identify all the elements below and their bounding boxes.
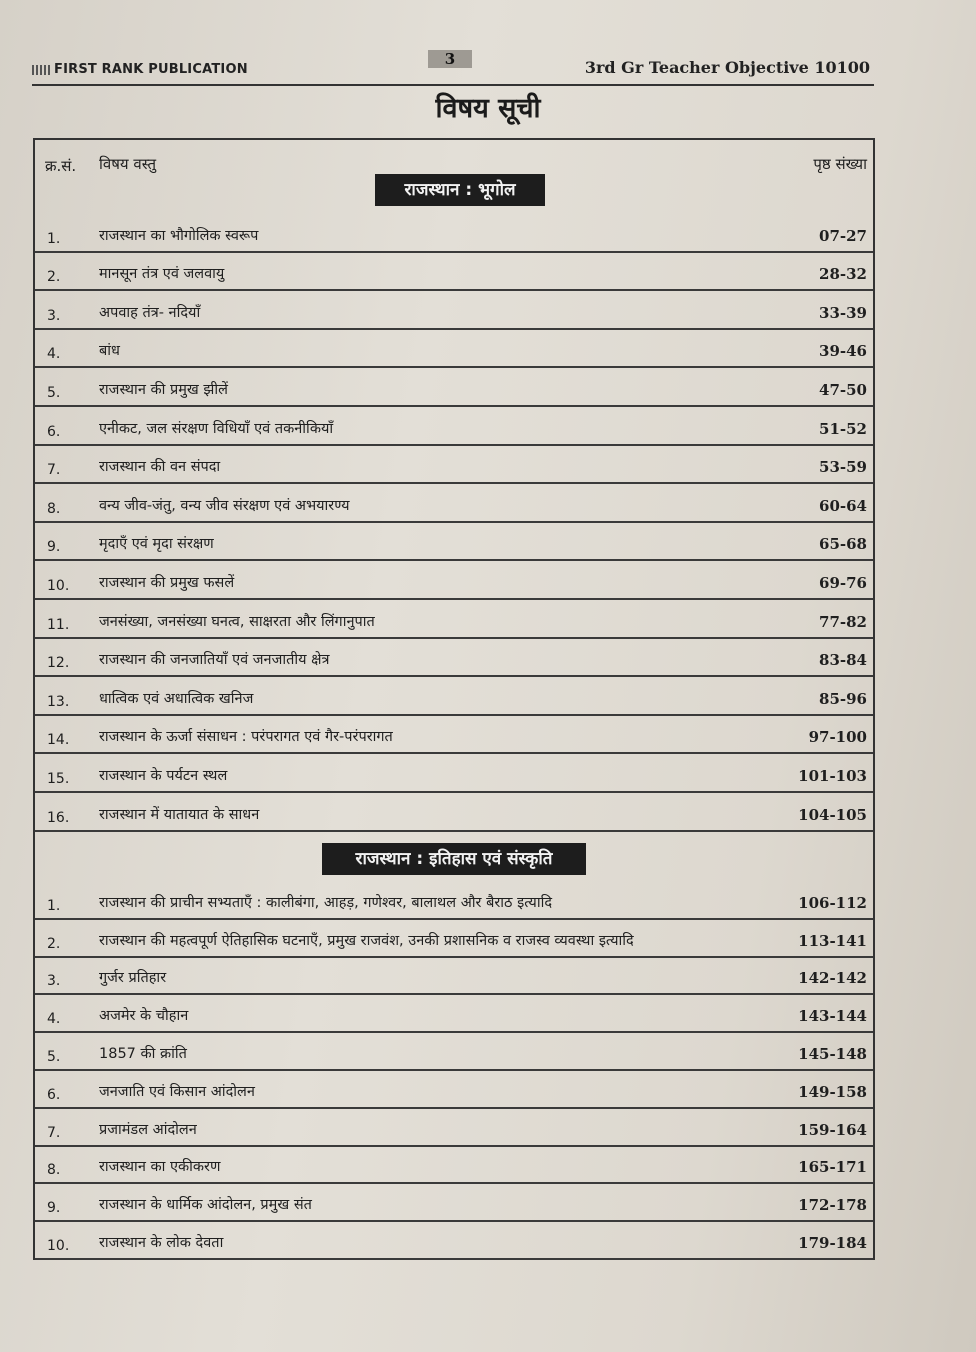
row-pages: 97-100 [808,728,867,747]
column-header [35,140,873,178]
table-row [35,882,873,920]
row-topic: गुर्जर प्रतिहार [99,970,167,987]
row-topic: मानसून तंत्र एवं जलवायु [99,266,225,283]
row-serial: 1. [47,897,61,914]
page-title: विषय सूची [435,93,541,124]
table-row [35,561,873,600]
row-pages: 159-164 [798,1120,867,1139]
row-pages: 39-46 [819,342,867,361]
row-pages: 47-50 [819,380,867,399]
row-pages: 77-82 [819,612,867,631]
row-pages: 113-141 [798,931,867,950]
row-serial: 5. [47,1048,61,1065]
header-rule [32,84,874,86]
row-topic: मृदाएँ एवं मृदा संरक्षण [99,536,214,553]
table-row [35,1109,873,1147]
row-topic: राजस्थान के ऊर्जा संसाधन : परंपरागत एवं गैर-परंपरागत [99,729,393,746]
row-pages: 172-178 [798,1196,867,1215]
table-row [35,793,873,832]
row-topic: बांध [99,343,120,360]
row-topic: राजस्थान के लोक देवता [99,1234,224,1251]
row-topic: राजस्थान की प्राचीन सभ्यताएँ : कालीबंगा, आहड़, गणेश्वर, बालाथल और बैराठ इत्यादि [99,894,553,911]
row-serial: 10. [47,1237,70,1254]
table-of-contents [33,138,875,1260]
row-serial: 16. [47,809,70,826]
table-row [35,291,873,330]
row-serial: 8. [47,500,61,517]
publisher-logo-icon [32,65,50,75]
row-serial: 1. [47,230,61,247]
row-serial: 14. [47,732,70,749]
row-pages: 28-32 [819,265,867,284]
row-pages: 149-158 [798,1082,867,1101]
row-serial: 2. [47,935,61,952]
row-serial: 6. [47,1086,61,1103]
row-pages: 106-112 [798,893,867,912]
row-pages: 53-59 [819,458,867,477]
row-topic: राजस्थान के पर्यटन स्थल [99,767,228,784]
row-serial: 12. [47,655,70,672]
row-topic: जनजाति एवं किसान आंदोलन [99,1083,255,1100]
table-row [35,639,873,678]
table-row [35,1147,873,1185]
page-number: 3 [428,50,472,68]
pages-column-header: पृष्ठ संख्या [813,155,867,173]
row-serial: 2. [47,269,61,286]
table-row [35,330,873,369]
table-row [35,446,873,485]
row-serial: 5. [47,384,61,401]
table-row [35,920,873,958]
table-row [35,253,873,292]
row-pages: 142-142 [798,969,867,988]
row-topic: जनसंख्या, जनसंख्या घनत्व, साक्षरता और लिंगानुपात [99,613,375,630]
row-topic: राजस्थान में यातायात के साधन [99,806,260,823]
table-row [35,1071,873,1109]
row-topic: राजस्थान की प्रमुख फसलें [99,574,235,591]
row-topic: प्रजामंडल आंदोलन [99,1121,197,1138]
row-serial: 6. [47,423,61,440]
table-row [35,754,873,793]
section-heading-geography: राजस्थान : भूगोल [375,174,545,206]
row-serial: 13. [47,693,70,710]
table-row [35,958,873,996]
row-topic: राजस्थान की महत्वपूर्ण ऐतिहासिक घटनाएँ, प्रमुख राजवंश, उनकी प्रशासनिक व राजस्व व्यवस्था इत्यादि [99,932,634,949]
row-pages: 83-84 [819,651,867,670]
row-topic: राजस्थान की जनजातियाँ एवं जनजातीय क्षेत्र [99,652,330,669]
row-serial: 10. [47,577,70,594]
row-topic: राजस्थान का एकीकरण [99,1159,221,1176]
row-topic: 1857 की क्रांति [99,1045,187,1062]
row-pages: 101-103 [798,766,867,785]
table-row [35,1222,873,1260]
row-topic: राजस्थान की वन संपदा [99,459,221,476]
row-serial: 3. [47,307,61,324]
row-topic: एनीकट, जल संरक्षण विधियाँ एवं तकनीकियाँ [99,420,334,437]
row-pages: 69-76 [819,573,867,592]
table-row [35,600,873,639]
row-pages: 165-171 [798,1158,867,1177]
row-pages: 07-27 [819,226,867,245]
table-row [35,995,873,1033]
row-pages: 143-144 [798,1007,867,1026]
row-pages: 51-52 [819,419,867,438]
page-header [32,46,874,90]
row-pages: 65-68 [819,535,867,554]
row-topic: राजस्थान का भौगोलिक स्वरूप [99,227,259,244]
row-topic: वन्य जीव-जंतु, वन्य जीव संरक्षण एवं अभयारण्य [99,497,350,514]
serial-column-header: क्र.सं. [45,157,77,175]
table-row [35,523,873,562]
publisher-label: FIRST RANK PUBLICATION [54,62,248,77]
row-serial: 15. [47,770,70,787]
row-serial: 3. [47,973,61,990]
row-serial: 7. [47,462,61,479]
row-pages: 104-105 [798,805,867,824]
row-serial: 9. [47,539,61,556]
row-topic: अपवाह तंत्र- नदियाँ [99,304,201,321]
row-serial: 4. [47,1011,61,1028]
row-pages: 85-96 [819,689,867,708]
row-pages: 145-148 [798,1044,867,1063]
section-heading-history: राजस्थान : इतिहास एवं संस्कृति [322,843,586,875]
topic-column-header: विषय वस्तु [99,155,157,173]
row-serial: 4. [47,346,61,363]
row-serial: 8. [47,1162,61,1179]
table-row [35,214,873,253]
row-topic: अजमेर के चौहान [99,1008,189,1025]
row-serial: 7. [47,1124,61,1141]
publisher-name [32,62,248,77]
row-pages: 60-64 [819,496,867,515]
table-row [35,407,873,446]
row-pages: 179-184 [798,1233,867,1252]
row-serial: 11. [47,616,70,633]
row-topic: धात्विक एवं अधात्विक खनिज [99,690,254,707]
book-title: 3rd Gr Teacher Objective 10100 [584,58,870,77]
table-row [35,484,873,523]
table-row [35,716,873,755]
row-serial: 9. [47,1200,61,1217]
row-topic: राजस्थान के धार्मिक आंदोलन, प्रमुख संत [99,1197,312,1214]
table-row [35,1033,873,1071]
table-row [35,368,873,407]
table-row [35,1184,873,1222]
row-pages: 33-39 [819,303,867,322]
row-topic: राजस्थान की प्रमुख झीलें [99,381,228,398]
table-row [35,677,873,716]
